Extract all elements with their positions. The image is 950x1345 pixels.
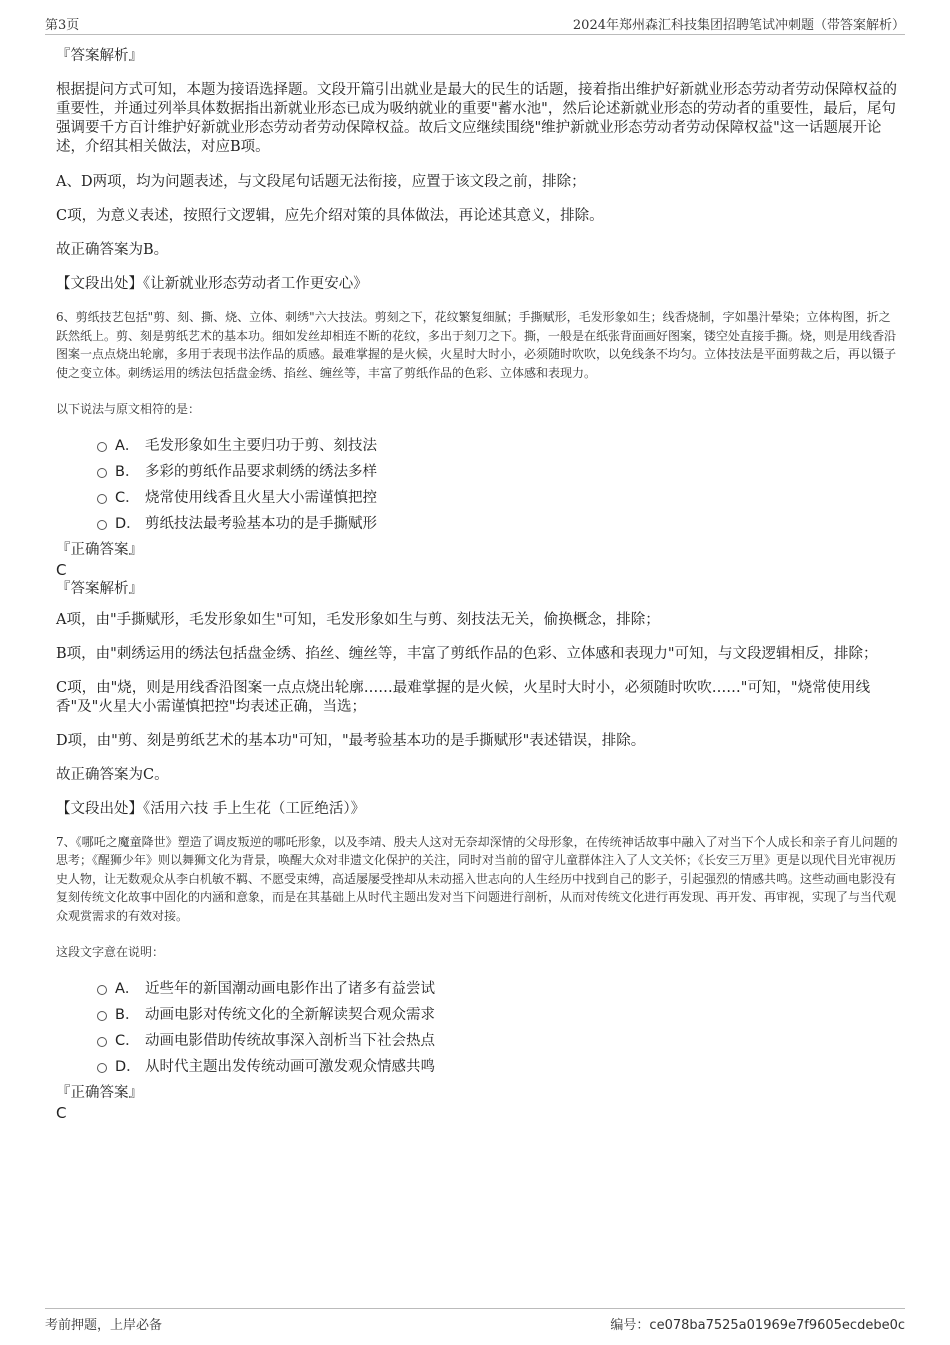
analysis-paragraph: A项，由"手撕赋形，毛发形象如生"可知，毛发形象如生与剪、刻技法无关，偷换概念，排除；: [56, 611, 660, 628]
question-prompt: 这段文字意在说明：: [56, 945, 165, 959]
option-list: [56, 433, 902, 537]
option-d[interactable]: D． 剪纸技法最考验基本功的是手撕赋形: [56, 511, 902, 537]
option-a[interactable]: A． 近些年的新国潮动画电影作出了诸多有益尝试: [56, 976, 902, 1002]
page-content: [56, 44, 902, 1123]
analysis-paragraph: C项，为意义表述，按照行文逻辑，应先介绍对策的具体做法，再论述其意义，排除。: [56, 208, 604, 224]
analysis-label: 『答案解析』: [56, 48, 143, 64]
radio-icon[interactable]: [97, 985, 107, 995]
analysis-paragraph: A、D两项，均为问题表述，与文段尾句话题无法衔接，应置于该文段之前，排除；: [56, 174, 586, 190]
radio-icon[interactable]: [97, 1037, 107, 1047]
question-stem: 6、剪纸技艺包括"剪、刻、撕、烧、立体、刺绣"六大技法。剪刻之下，花纹繁复细腻；手撕赋形，毛发形象如生；线香烧制，字如墨汁晕染；立体构图，折之跃然纸上。剪、刻是剪纸艺术的基本功。细如发丝却相连不断的花纹，多出于刻刀之下。撕，一般是在纸张背面画好图案，镂空处直接手撕。烧，则是用线香沿图案一点点烧出轮廓，多用于表现书法作品的质感。最难掌握的是火候，火星时大时小，必须随时吹吹，以免线条不均匀。立体技法是平面剪裁之后，再以镊子使之变立体。刺绣运用的绣法包括盘金绣、掐丝、缠丝等，丰富了剪纸作品的色彩、立体感和表现力。: [56, 310, 897, 380]
source-citation: 【文段出处】《让新就业形态劳动者工作更安心》: [56, 276, 368, 292]
analysis-label: 『答案解析』: [56, 580, 143, 597]
analysis-paragraph: 根据提问方式可知，本题为接语选择题。文段开篇引出就业是最大的民生的话题，接着指出维护好新就业形态劳动者劳动保障权益的重要性，并通过列举具体数据指出新就业形态已成为吸纳就业的重要"蓄水池"，然后论述新就业形态的劳动者的重要性，最后，尾句强调要千方百计维护好新就业形态劳动者劳动保障权益。故后文应继续围绕"维护新就业形态劳动者劳动保障权益"这一话题展开论述，介绍其相关做法，对应B项。: [56, 82, 897, 155]
option-c[interactable]: C． 烧常使用线香且火星大小需谨慎把控: [56, 485, 902, 511]
document-title: 2024年郑州森汇科技集团招聘笔试冲刺题（带答案解析）: [572, 18, 905, 33]
radio-icon[interactable]: [97, 442, 107, 452]
analysis-conclusion: 故正确答案为C。: [56, 766, 169, 783]
radio-icon[interactable]: [97, 494, 107, 504]
radio-icon[interactable]: [97, 468, 107, 478]
analysis-conclusion: 故正确答案为B。: [56, 242, 169, 258]
question-stem: 7、《哪吒之魔童降世》塑造了调皮叛逆的哪吒形象，以及李靖、殷夫人这对无奈却深情的父母形象，在传统神话故事中融入了对当下个人成长和亲子育儿问题的思考；《醒狮少年》则以舞狮文化为背景，唤醒大众对非遗文化保护的关注，同时对当前的留守儿童群体注入了人文关怀；《长安三万里》更是以现代目光审视历史人物，让无数观众从李白机敏不羁、不愿受束缚，高适屡屡受挫却从未动摇入世志向的人生经历中找到自己的影子，引起强烈的情感共鸣。这些动画电影没有复刻传统文化故事中固化的内涵和意象，而是在其基础上从时代主题出发对当下问题进行剖析，从而对传统文化进行再发现、再开发、再审视，实现了与当代观众观赏需求的有效对接。: [56, 834, 898, 923]
radio-icon[interactable]: [97, 520, 107, 530]
page-header: [45, 14, 905, 35]
option-c[interactable]: C． 动画电影借助传统故事深入剖析当下社会热点: [56, 1028, 902, 1054]
option-list: [56, 976, 902, 1080]
question-prompt: 以下说法与原文相符的是：: [56, 402, 201, 416]
correct-answer: C: [56, 560, 67, 579]
radio-icon[interactable]: [97, 1011, 107, 1021]
correct-answer-label: 『正确答案』: [56, 1084, 143, 1101]
analysis-paragraph: C项，由"烧，则是用线香沿图案一点点烧出轮廓……最难掌握的是火候，火星时大时小，必须随时吹吹……"可知，"烧常使用线香"及"火星大小需谨慎把控"均表述正确，当选；: [56, 679, 871, 715]
option-d[interactable]: D． 从时代主题出发传统动画可激发观众情感共鸣: [56, 1054, 902, 1080]
analysis-paragraph: D项，由"剪、刻是剪纸艺术的基本功"可知，"最考验基本功的是手撕赋形"表述错误，排除。: [56, 732, 646, 749]
option-b[interactable]: B． 多彩的剪纸作品要求刺绣的绣法多样: [56, 459, 902, 485]
correct-answer-label: 『正确答案』: [56, 541, 143, 558]
page-footer: [45, 1308, 905, 1336]
radio-icon[interactable]: [97, 1063, 107, 1073]
option-b[interactable]: B． 动画电影对传统文化的全新解读契合观众需求: [56, 1002, 902, 1028]
analysis-paragraph: B项，由"刺绣运用的绣法包括盘金绣、掐丝、缠丝等，丰富了剪纸作品的色彩、立体感和表现力"可知，与文段逻辑相反，排除；: [56, 645, 878, 662]
page-number: 第3页: [45, 18, 80, 33]
document-id: 编号：ce078ba7525a01969e7f9605ecdebe0c: [610, 1318, 905, 1333]
option-a[interactable]: A． 毛发形象如生主要归功于剪、刻技法: [56, 433, 902, 459]
source-citation: 【文段出处】《活用六技 手上生花（工匠绝活）》: [56, 800, 366, 817]
footer-slogan: 考前押题，上岸必备: [45, 1318, 163, 1333]
correct-answer: C: [56, 1103, 67, 1122]
